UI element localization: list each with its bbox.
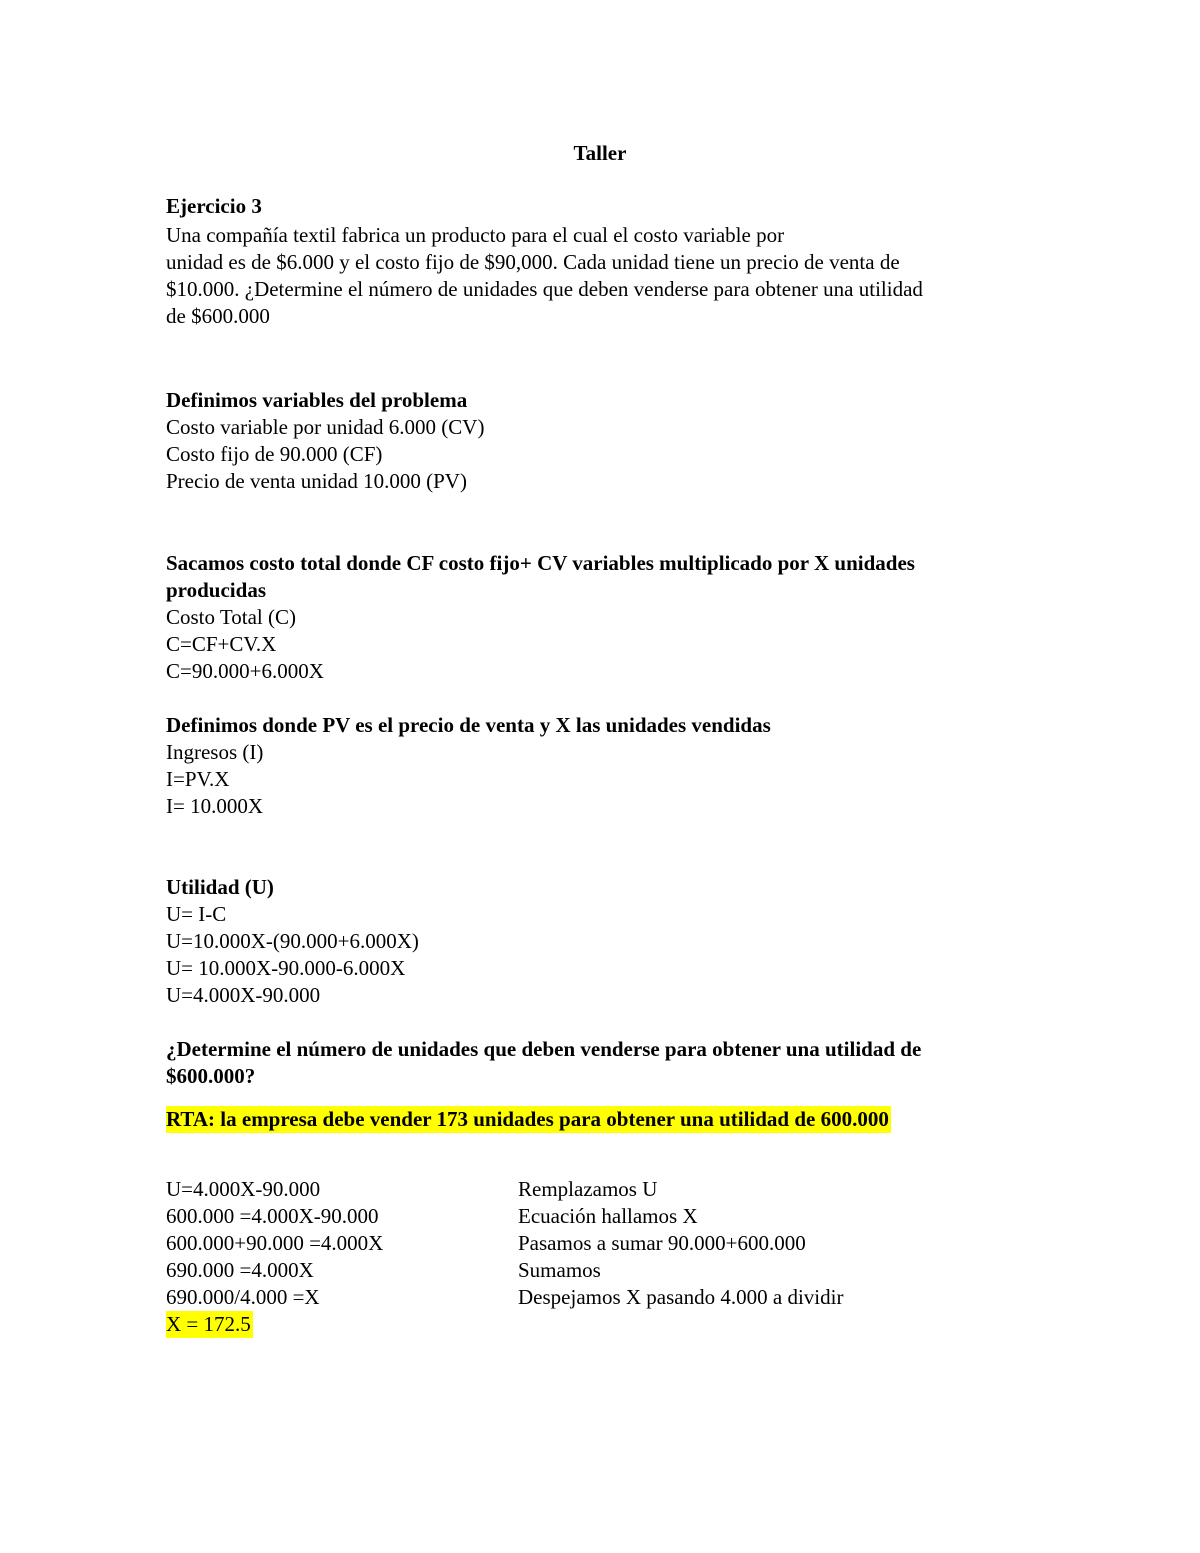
utility-line: U= 10.000X-90.000-6.000X: [166, 956, 406, 980]
variable-line: Precio de venta unidad 10.000 (PV): [166, 469, 467, 493]
variables-heading: Definimos variables del problema: [166, 388, 468, 412]
income-line: Ingresos (I): [166, 740, 264, 764]
statement-line: Una compañía textil fabrica un producto para el cual el costo variable por: [166, 223, 785, 247]
question-line: $600.000?: [166, 1064, 256, 1088]
step-equation: 600.000+90.000 =4.000X: [166, 1231, 384, 1255]
step-equation: 690.000/4.000 =X: [166, 1285, 320, 1309]
cost-line: C=90.000+6.000X: [166, 659, 324, 683]
variable-line: Costo variable por unidad 6.000 (CV): [166, 415, 485, 439]
result-highlight: X = 172.5: [166, 1312, 251, 1336]
utility-heading: Utilidad (U): [166, 875, 274, 899]
answer-highlight: RTA: la empresa debe vender 173 unidades para obtener una utilidad de 600.000: [166, 1107, 889, 1131]
question-line: ¿Determine el número de unidades que deben venderse para obtener una utilidad de: [166, 1037, 922, 1061]
step-equation: 600.000 =4.000X-90.000: [166, 1204, 379, 1228]
statement-line: unidad es de $6.000 y el costo fijo de $90,000. Cada unidad tiene un precio de venta de: [166, 250, 900, 274]
statement-line: $10.000. ¿Determine el número de unidades que deben venderse para obtener una utilidad: [166, 277, 923, 301]
document-title: Taller: [573, 141, 627, 165]
answer-line: [166, 1106, 891, 1133]
income-line: I=PV.X: [166, 767, 230, 791]
cost-line: Costo Total (C): [166, 605, 296, 629]
income-heading: Definimos donde PV es el precio de venta y X las unidades vendidas: [166, 713, 771, 737]
step-note: Despejamos X pasando 4.000 a dividir: [518, 1285, 844, 1309]
result-line: [166, 1311, 253, 1338]
step-note: Sumamos: [518, 1258, 601, 1282]
cost-line: C=CF+CV.X: [166, 632, 277, 656]
step-note: Ecuación hallamos X: [518, 1204, 698, 1228]
step-equation: U=4.000X-90.000: [166, 1177, 321, 1201]
statement-line: de $600.000: [166, 304, 270, 328]
utility-line: U=10.000X-(90.000+6.000X): [166, 929, 419, 953]
step-equation: 690.000 =4.000X: [166, 1258, 314, 1282]
step-note: Pasamos a sumar 90.000+600.000: [518, 1231, 806, 1255]
cost-heading-cont: producidas: [166, 578, 266, 602]
utility-line: U=4.000X-90.000: [166, 983, 321, 1007]
step-note: Remplazamos U: [518, 1177, 658, 1201]
variable-line: Costo fijo de 90.000 (CF): [166, 442, 383, 466]
exercise-heading: Ejercicio 3: [166, 194, 262, 218]
cost-heading: Sacamos costo total donde CF costo fijo+ CV variables multiplicado por X unidades: [166, 551, 915, 575]
income-line: I= 10.000X: [166, 794, 264, 818]
utility-line: U= I-C: [166, 902, 227, 926]
